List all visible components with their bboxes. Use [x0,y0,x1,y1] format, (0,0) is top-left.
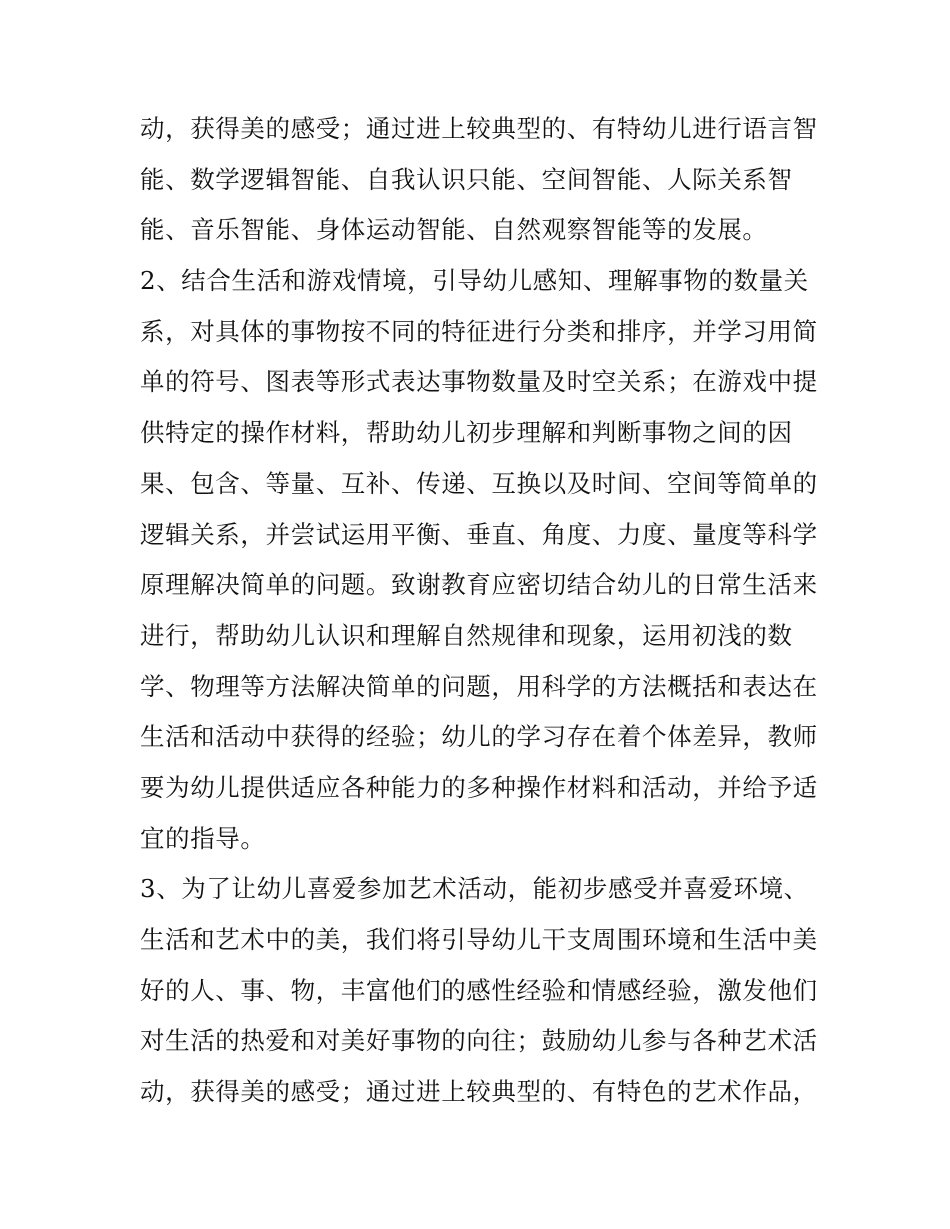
text-line: 能、音乐智能、身体运动智能、自然观察智能等的发展。 [140,215,768,245]
text-line: 生活和艺术中的美，我们将引导幼儿干支周围环境和生活中美 [140,925,818,954]
text-line: 好的人、事、物，丰富他们的感性经验和情感经验，激发他们 [140,975,818,1005]
text-line: 能、数学逻辑智能、自我认识只能、空间智能、人际关系智 [140,164,793,194]
text-line: 动，获得美的感受；通过进上较典型的、有特色的艺术作品， [140,1077,818,1107]
text-line: 系，对具体的事物按不同的特征进行分类和排序，并学习用简 [140,316,818,346]
text-line: 学、物理等方法解决简单的问题，用科学的方法概括和表达在 [140,671,818,701]
text-line: 果、包含、等量、互补、传递、互换以及时间、空间等简单的 [140,468,818,498]
text-line: 宜的指导。 [140,823,266,853]
body-text [140,104,820,1118]
text-line: 单的符号、图表等形式表达事物数量及时空关系；在游戏中提 [140,367,818,397]
text-line: 原理解决简单的问题。致谢教育应密切结合幼儿的日常生活来 [140,570,818,600]
text-line: 要为幼儿提供适应各种能力的多种操作材料和活动，并给予适 [140,772,818,802]
text-line: 供特定的操作材料，帮助幼儿初步理解和判断事物之间的因 [140,418,793,448]
text-line: 对生活的热爱和对美好事物的向往；鼓励幼儿参与各种艺术活 [140,1026,818,1056]
text-line: 2、结合生活和游戏情境，引导幼儿感知、理解事物的数量关 [140,266,809,296]
text-line: 逻辑关系，并尝试运用平衡、垂直、角度、力度、量度等科学 [140,519,818,549]
text-line: 进行，帮助幼儿认识和理解自然规律和现象，运用初浅的数 [140,620,793,650]
text-line: 3、为了让幼儿喜爱参加艺术活动，能初步感受并喜爱环境、 [140,874,809,904]
text-line: 生活和活动中获得的经验；幼儿的学习存在着个体差异，教师 [140,722,818,752]
text-line: 动，获得美的感受；通过进上较典型的、有特幼儿进行语言智 [140,114,818,143]
